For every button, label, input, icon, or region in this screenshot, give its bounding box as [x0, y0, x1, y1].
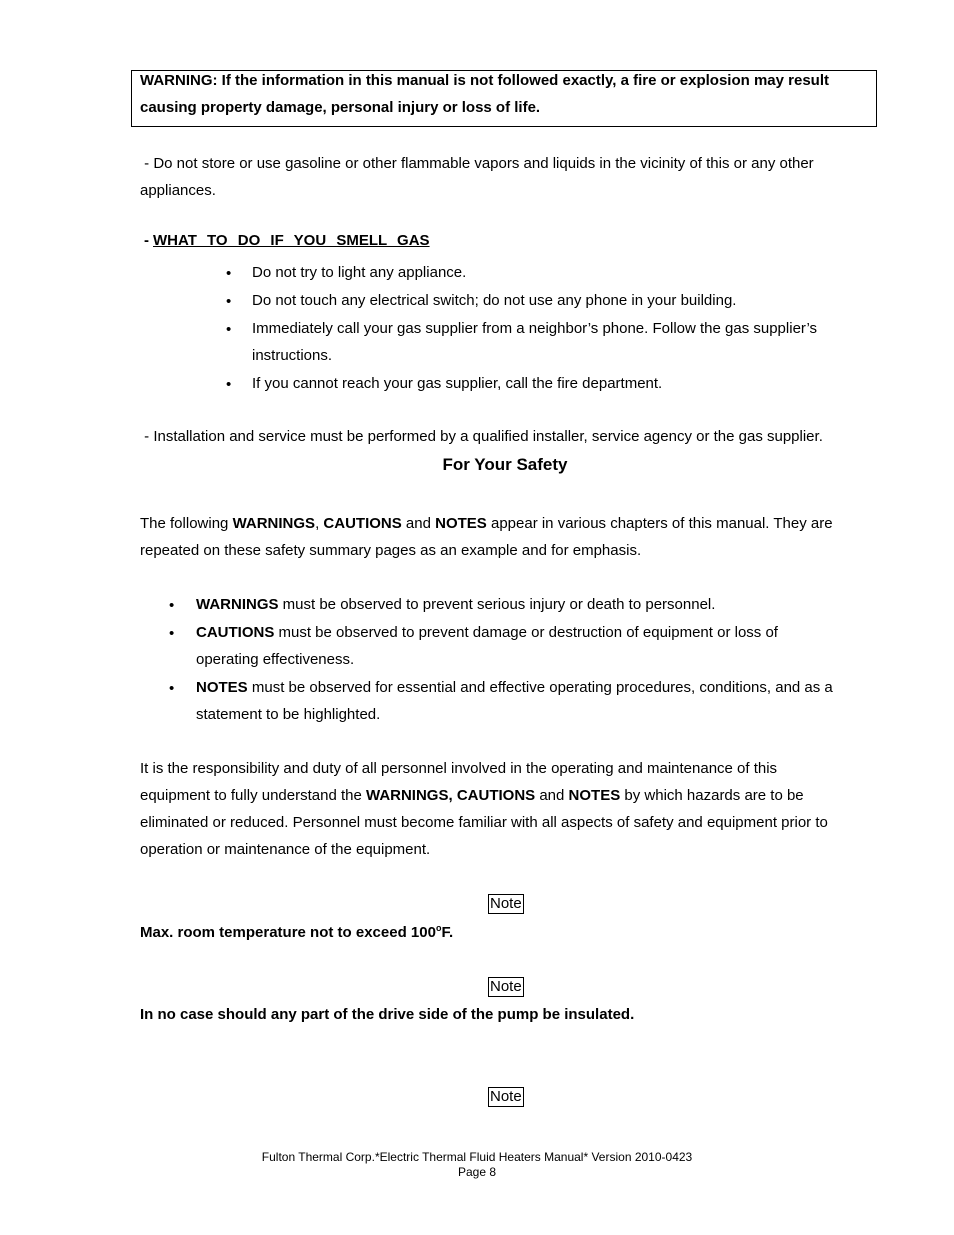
definition-text: must be observed to prevent serious injury or death to personnel. — [278, 596, 716, 613]
page-footer — [0, 1150, 954, 1180]
smell-gas-item-text: If you cannot reach your gas supplier, call the fire department. — [252, 375, 663, 392]
responsibility-warnings-cautions: WARNINGS, CAUTIONS — [365, 787, 536, 804]
definition-term: CAUTIONS — [196, 624, 275, 641]
note-text: Max. room temperature not to exceed 100 — [140, 924, 436, 941]
smell-gas-item — [252, 259, 872, 286]
note-label: Note — [490, 895, 522, 912]
smell-gas-item-text-cont: instructions. — [252, 347, 333, 364]
definition-item — [196, 591, 876, 618]
storage-note-line-2: appliances. — [140, 182, 216, 199]
definition-text-cont: statement to be highlighted. — [196, 706, 381, 723]
note-label: Note — [490, 978, 522, 995]
definition-item — [196, 674, 876, 728]
bullet-dot: • — [226, 321, 232, 338]
responsibility-paragraph — [140, 755, 880, 863]
warning-line-2: causing property damage, personal injury or loss of life. — [140, 99, 541, 116]
bullet-dot: • — [169, 680, 175, 697]
smell-gas-item-text: Do not touch any electrical switch; do not use any phone in your building. — [252, 292, 737, 309]
safety-heading: For Your Safety — [442, 455, 568, 474]
intro-paragraph — [140, 510, 866, 564]
responsibility-notes: NOTES — [568, 787, 621, 804]
footer-manual-title: Fulton Thermal Corp.*Electric Thermal Fluid Heaters Manual* Version 2010-0423 — [261, 1150, 693, 1164]
bullet-dot: • — [169, 597, 175, 614]
responsibility-line-3: eliminated or reduced. Personnel must become familiar with all aspects of safety and equipment prior to — [140, 814, 828, 831]
warning-text — [140, 67, 872, 121]
definition-term: NOTES — [196, 679, 248, 696]
smell-gas-heading — [144, 232, 430, 249]
intro-line-2: repeated on these safety summary pages as an example and for emphasis. — [140, 542, 642, 559]
definition-text: must be observed for essential and effective operating procedures, conditions, and as a — [247, 679, 833, 696]
storage-note-line-1: - Do not store or use gasoline or other flammable vapors and liquids in the vicinity of this or any other — [140, 155, 814, 172]
note-label: Note — [490, 1088, 522, 1105]
definition-text: must be observed to prevent damage or destruction of equipment or loss of — [274, 624, 778, 641]
responsibility-and: and — [535, 787, 569, 804]
responsibility-line-1: It is the responsibility and duty of all personnel involved in the operating and maintenance of this — [140, 760, 778, 777]
degree-superscript: o — [435, 923, 442, 933]
intro-text: The following — [140, 515, 233, 532]
bullet-dot: • — [226, 265, 232, 282]
definition-item — [196, 619, 876, 673]
note-text-end: F. — [441, 924, 454, 941]
storage-note — [140, 150, 866, 204]
intro-and: and — [401, 515, 436, 532]
installation-note: - Installation and service must be performed by a qualified installer, service agency or the gas supplier. — [140, 428, 823, 445]
intro-comma: , — [315, 515, 324, 532]
intro-notes: NOTES — [435, 515, 487, 532]
bullet-dot: • — [169, 625, 175, 642]
smell-gas-dash: - — [144, 232, 149, 249]
footer-page-number: Page 8 — [457, 1165, 497, 1179]
smell-gas-title: WHAT TO DO IF YOU SMELL GAS — [153, 232, 430, 249]
intro-cautions: CAUTIONS — [323, 515, 402, 532]
definition-text-cont: operating effectiveness. — [196, 651, 355, 668]
note-text-room-temperature — [140, 923, 453, 941]
intro-warnings: WARNINGS — [232, 515, 316, 532]
bullet-dot: • — [226, 293, 232, 310]
smell-gas-item — [252, 287, 872, 314]
warning-line-1: WARNING: If the information in this manual is not followed exactly, a fire or explosion may result — [140, 72, 829, 89]
definition-term: WARNINGS — [196, 596, 279, 613]
note-text-pump: In no case should any part of the drive side of the pump be insulated. — [140, 1006, 635, 1023]
bullet-dot: • — [226, 376, 232, 393]
smell-gas-item-text: Do not try to light any appliance. — [252, 264, 467, 281]
smell-gas-item — [252, 370, 872, 397]
responsibility-line-4: operation or maintenance of the equipment. — [140, 841, 431, 858]
responsibility-text-end: by which hazards are to be — [620, 787, 804, 804]
responsibility-text: equipment to fully understand the — [140, 787, 366, 804]
intro-text-end: appear in various chapters of this manual. They are — [486, 515, 833, 532]
smell-gas-item — [252, 315, 872, 369]
smell-gas-item-text: Immediately call your gas supplier from a neighbor’s phone. Follow the gas supplier’s — [252, 320, 818, 337]
